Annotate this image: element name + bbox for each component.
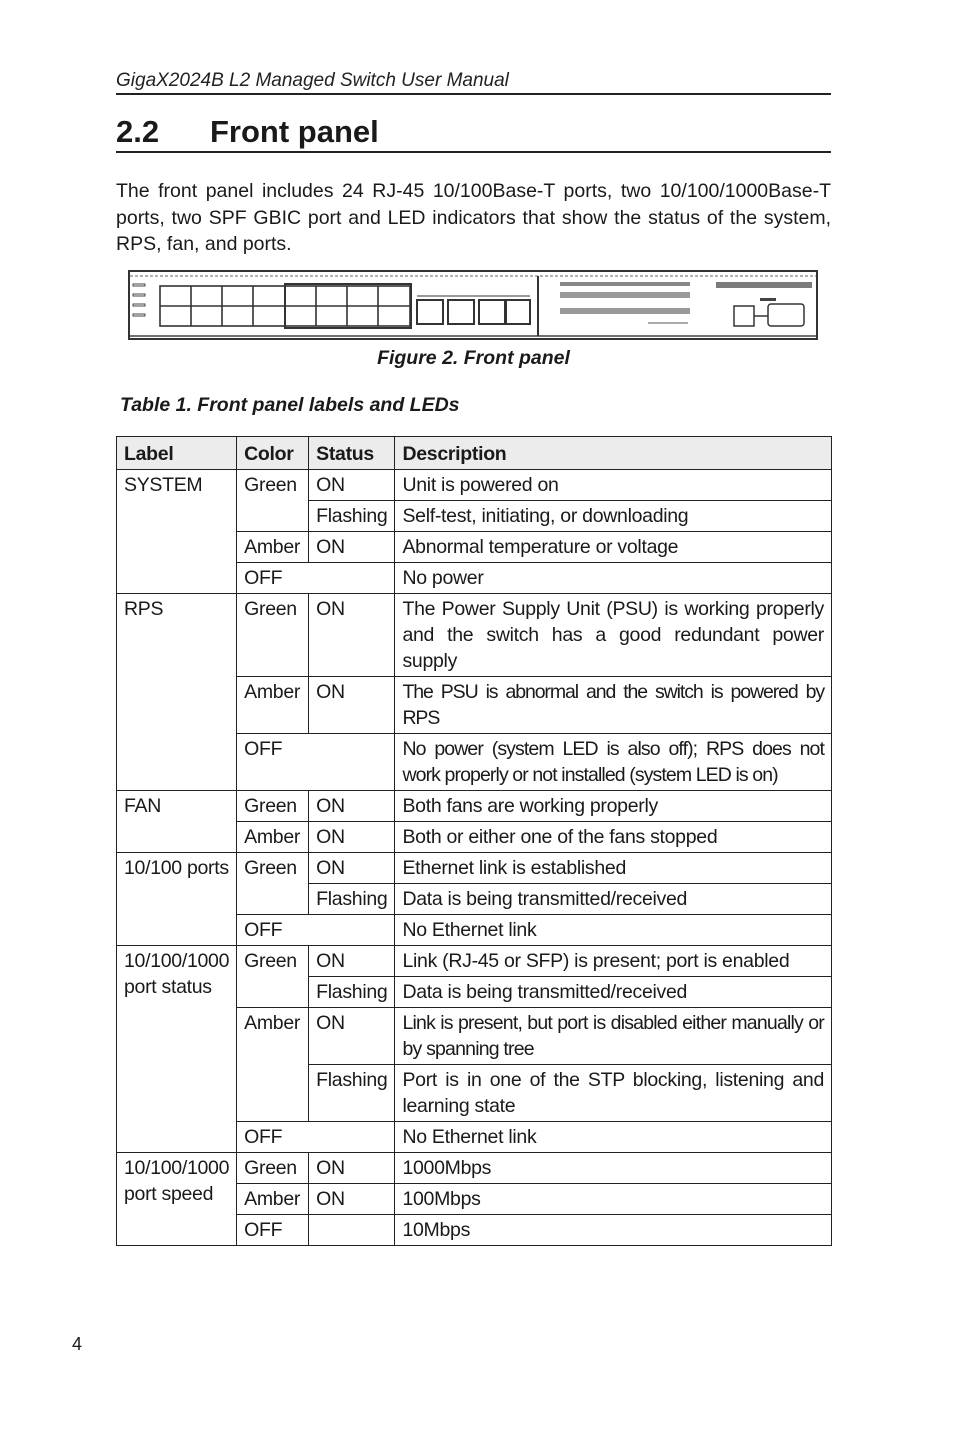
description-cell: 100Mbps bbox=[395, 1184, 832, 1215]
color-cell: Green bbox=[237, 853, 309, 915]
status-cell: ON bbox=[309, 1184, 395, 1215]
front-panel-figure bbox=[128, 270, 818, 342]
description-cell: Link (RJ-45 or SFP) is present; port is enabled bbox=[395, 946, 832, 977]
table-row bbox=[117, 853, 832, 884]
description-cell: No Ethernet link bbox=[395, 915, 832, 946]
header-label: Label bbox=[117, 437, 237, 470]
description-cell: No power bbox=[395, 563, 832, 594]
status-cell: Flashing bbox=[309, 501, 395, 532]
status-cell: Flashing bbox=[309, 977, 395, 1008]
status-cell: ON bbox=[309, 532, 395, 563]
color-cell: OFF bbox=[237, 915, 395, 946]
description-cell: The Power Supply Unit (PSU) is working properly and the switch has a good redundant power supply bbox=[395, 594, 832, 677]
label-cell: 10/100/1000 port speed bbox=[117, 1153, 237, 1246]
color-cell: Amber bbox=[237, 822, 309, 853]
label-cell: 10/100 ports bbox=[117, 853, 237, 946]
description-cell: Abnormal temperature or voltage bbox=[395, 532, 832, 563]
description-cell: Data is being transmitted/received bbox=[395, 884, 832, 915]
color-cell: Green bbox=[237, 946, 309, 1008]
description-cell: Unit is powered on bbox=[395, 470, 832, 501]
status-cell: ON bbox=[309, 946, 395, 977]
color-cell: OFF bbox=[237, 563, 395, 594]
section-number: 2.2 bbox=[116, 114, 160, 149]
color-cell: Amber bbox=[237, 532, 309, 563]
status-cell: ON bbox=[309, 822, 395, 853]
header-color: Color bbox=[237, 437, 309, 470]
table-row bbox=[117, 470, 832, 501]
color-cell: Green bbox=[237, 594, 309, 677]
table-row bbox=[117, 791, 832, 822]
running-header: GigaX2024B L2 Managed Switch User Manual bbox=[116, 70, 831, 95]
intro-paragraph: The front panel includes 24 RJ-45 10/100Base-T ports, two 10/100/1000Base-T ports, two SPF GBIC port and LED indicators that show the status of the system, RPS, fan, and ports. bbox=[116, 180, 831, 255]
table-row bbox=[117, 946, 832, 977]
header-description: Description bbox=[395, 437, 832, 470]
color-cell: OFF bbox=[237, 1122, 395, 1153]
description-cell: Data is being transmitted/received bbox=[395, 977, 832, 1008]
description-cell: Link is present, but port is disabled either manually or by spanning tree bbox=[395, 1008, 832, 1065]
description-cell: 1000Mbps bbox=[395, 1153, 832, 1184]
description-cell: No power (system LED is also off); RPS does not work properly or not installed (system LED is on) bbox=[395, 734, 832, 791]
page-number: 4 bbox=[72, 1334, 83, 1354]
table-header-row bbox=[117, 437, 832, 470]
section-title: Front panel bbox=[210, 114, 379, 149]
status-cell: ON bbox=[309, 1153, 395, 1184]
status-cell: ON bbox=[309, 1008, 395, 1065]
color-cell: Green bbox=[237, 470, 309, 532]
status-cell: ON bbox=[309, 853, 395, 884]
color-cell: Green bbox=[237, 1153, 309, 1184]
color-cell: Green bbox=[237, 791, 309, 822]
table-row bbox=[117, 594, 832, 677]
description-cell: Port is in one of the STP blocking, listening and learning state bbox=[395, 1065, 832, 1122]
description-cell: 10Mbps bbox=[395, 1215, 832, 1246]
status-cell: ON bbox=[309, 791, 395, 822]
status-cell bbox=[309, 1215, 395, 1246]
table-row bbox=[117, 1153, 832, 1184]
status-cell: ON bbox=[309, 677, 395, 734]
description-cell: The PSU is abnormal and the switch is powered by RPS bbox=[395, 677, 832, 734]
color-cell: Amber bbox=[237, 1008, 309, 1122]
description-cell: Self-test, initiating, or downloading bbox=[395, 501, 832, 532]
front-panel-leds-table bbox=[116, 436, 832, 1246]
status-cell: Flashing bbox=[309, 884, 395, 915]
label-cell: SYSTEM bbox=[117, 470, 237, 594]
description-cell: Both fans are working properly bbox=[395, 791, 832, 822]
table-caption: Table 1. Front panel labels and LEDs bbox=[120, 394, 460, 416]
color-cell: OFF bbox=[237, 1215, 309, 1246]
description-cell: Both or either one of the fans stopped bbox=[395, 822, 832, 853]
description-cell: No Ethernet link bbox=[395, 1122, 832, 1153]
label-cell: 10/100/1000 port status bbox=[117, 946, 237, 1153]
header-status: Status bbox=[309, 437, 395, 470]
color-cell: OFF bbox=[237, 734, 395, 791]
label-cell: FAN bbox=[117, 791, 237, 853]
color-cell: Amber bbox=[237, 677, 309, 734]
status-cell: ON bbox=[309, 594, 395, 677]
status-cell: Flashing bbox=[309, 1065, 395, 1122]
label-cell: RPS bbox=[117, 594, 237, 791]
color-cell: Amber bbox=[237, 1184, 309, 1215]
figure-caption: Figure 2. Front panel bbox=[377, 347, 570, 369]
section-heading bbox=[116, 113, 831, 153]
description-cell: Ethernet link is established bbox=[395, 853, 832, 884]
status-cell: ON bbox=[309, 470, 395, 501]
